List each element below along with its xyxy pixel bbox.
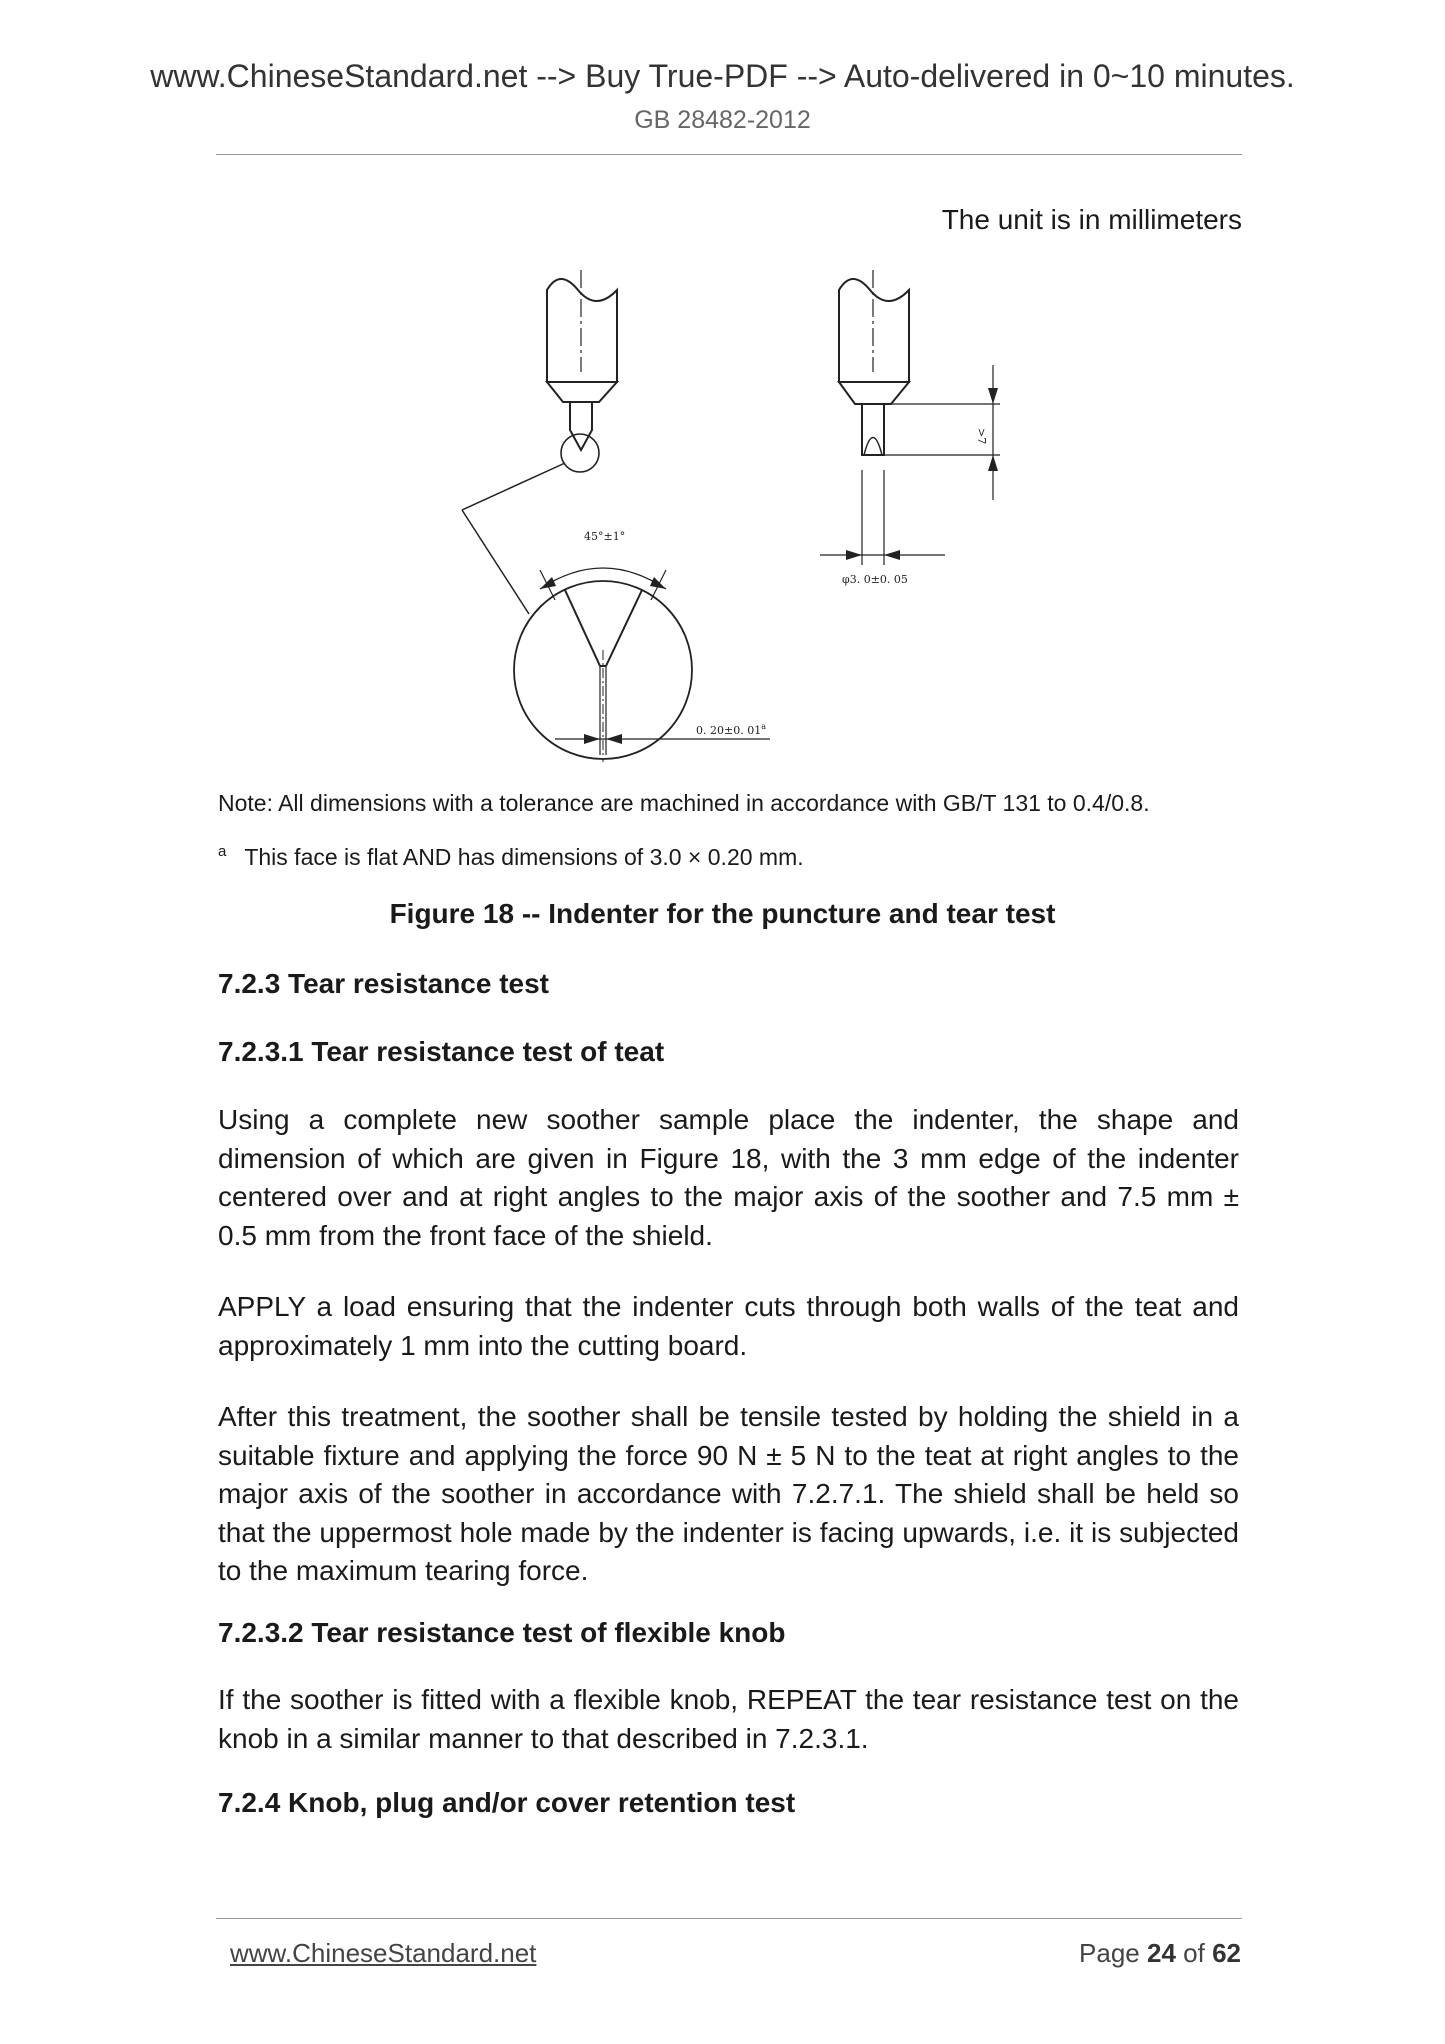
detail-marker-circle: [561, 434, 599, 472]
figure-caption: Figure 18 -- Indenter for the puncture and tear test: [389, 898, 1056, 929]
paragraph-2: APPLY a load ensuring that the indenter cuts through both walls of the teat and approximately 1 mm into the cutting board.: [218, 1291, 1239, 1361]
length-label: >7: [975, 428, 988, 445]
flat-width-label: 0. 20±0. 01$^a$: [696, 722, 766, 737]
right-tip-face: [864, 438, 882, 456]
length-arrow-top: [988, 388, 998, 404]
figure-note: Note: All dimensions with a tolerance are machined in accordance with GB/T 131 to 0.4/0.8.: [218, 790, 1150, 816]
diameter-label: φ3. 0±0. 05: [842, 573, 908, 586]
paragraph-4: If the soother is fitted with a flexible knob, REPEAT the tear resistance test on the knob in a similar manner to that described in 7.2.3.1.: [218, 1684, 1239, 1754]
detail-blade-right: [606, 590, 642, 666]
paragraph-3: After this treatment, the soother shall be tensile tested by holding the shield in a suitable fixture and applying the force 90 N ± 5 N to the teat at right angles to the major axis of the soother in accordance with 7.2.7.1. The shield shall be held so that the uppermost hole made by the indenter is facing upwards, i.e. it is subjected to the maximum tearing force.: [218, 1401, 1239, 1586]
detail-blade-left: [565, 590, 600, 666]
dia-arrow-left: [846, 550, 862, 560]
left-tip: [570, 402, 592, 450]
heading-7-2-3-2: 7.2.3.2 Tear resistance test of flexible knob: [218, 1617, 786, 1648]
standard-number: GB 28482-2012: [634, 106, 811, 134]
footer-divider: [216, 1918, 1242, 1919]
angle-arc: [540, 568, 666, 589]
right-chamfer: [839, 382, 909, 404]
footer-site-link[interactable]: www.ChineseStandard.net: [230, 1938, 537, 1968]
right-tip: [862, 404, 884, 455]
heading-7-2-4: 7.2.4 Knob, plug and/or cover retention test: [218, 1787, 796, 1818]
unit-note: The unit is in millimeters: [941, 204, 1242, 235]
left-chamfer: [547, 382, 617, 402]
figure-footnote: $^a$ This face is flat AND has dimensions of 3.0 × 0.20 mm.: [218, 843, 804, 870]
header-banner: www.ChineseStandard.net --> Buy True-PDF --> Auto-delivered in 0~10 minutes.: [150, 58, 1295, 94]
angle-arrow-left: [540, 577, 556, 589]
angle-label: 45°±1°: [584, 530, 626, 543]
paragraph-1: Using a complete new soother sample place the indenter, the shape and dimension of which are given in Figure 18, with the 3 mm edge of the indenter centered over and at right angles to the major axis of the soother and 7.5 mm ± 0.5 mm from the front face of the shield.: [218, 1104, 1239, 1251]
flat-arrow-left: [584, 734, 600, 744]
length-arrow-bottom: [988, 455, 998, 471]
page-indicator: Page 24 of 62: [1079, 1938, 1241, 1968]
dia-arrow-right: [884, 550, 900, 560]
angle-arrow-right: [650, 577, 666, 589]
right-shank: [839, 279, 909, 382]
flat-arrow-right: [606, 734, 622, 744]
heading-7-2-3: 7.2.3 Tear resistance test: [218, 968, 550, 999]
leader-line-bottom: [462, 510, 529, 614]
indenter-drawing: [0, 0, 1445, 800]
left-shank: [547, 279, 617, 382]
leader-line-top: [462, 463, 565, 510]
heading-7-2-3-1: 7.2.3.1 Tear resistance test of teat: [218, 1036, 665, 1067]
